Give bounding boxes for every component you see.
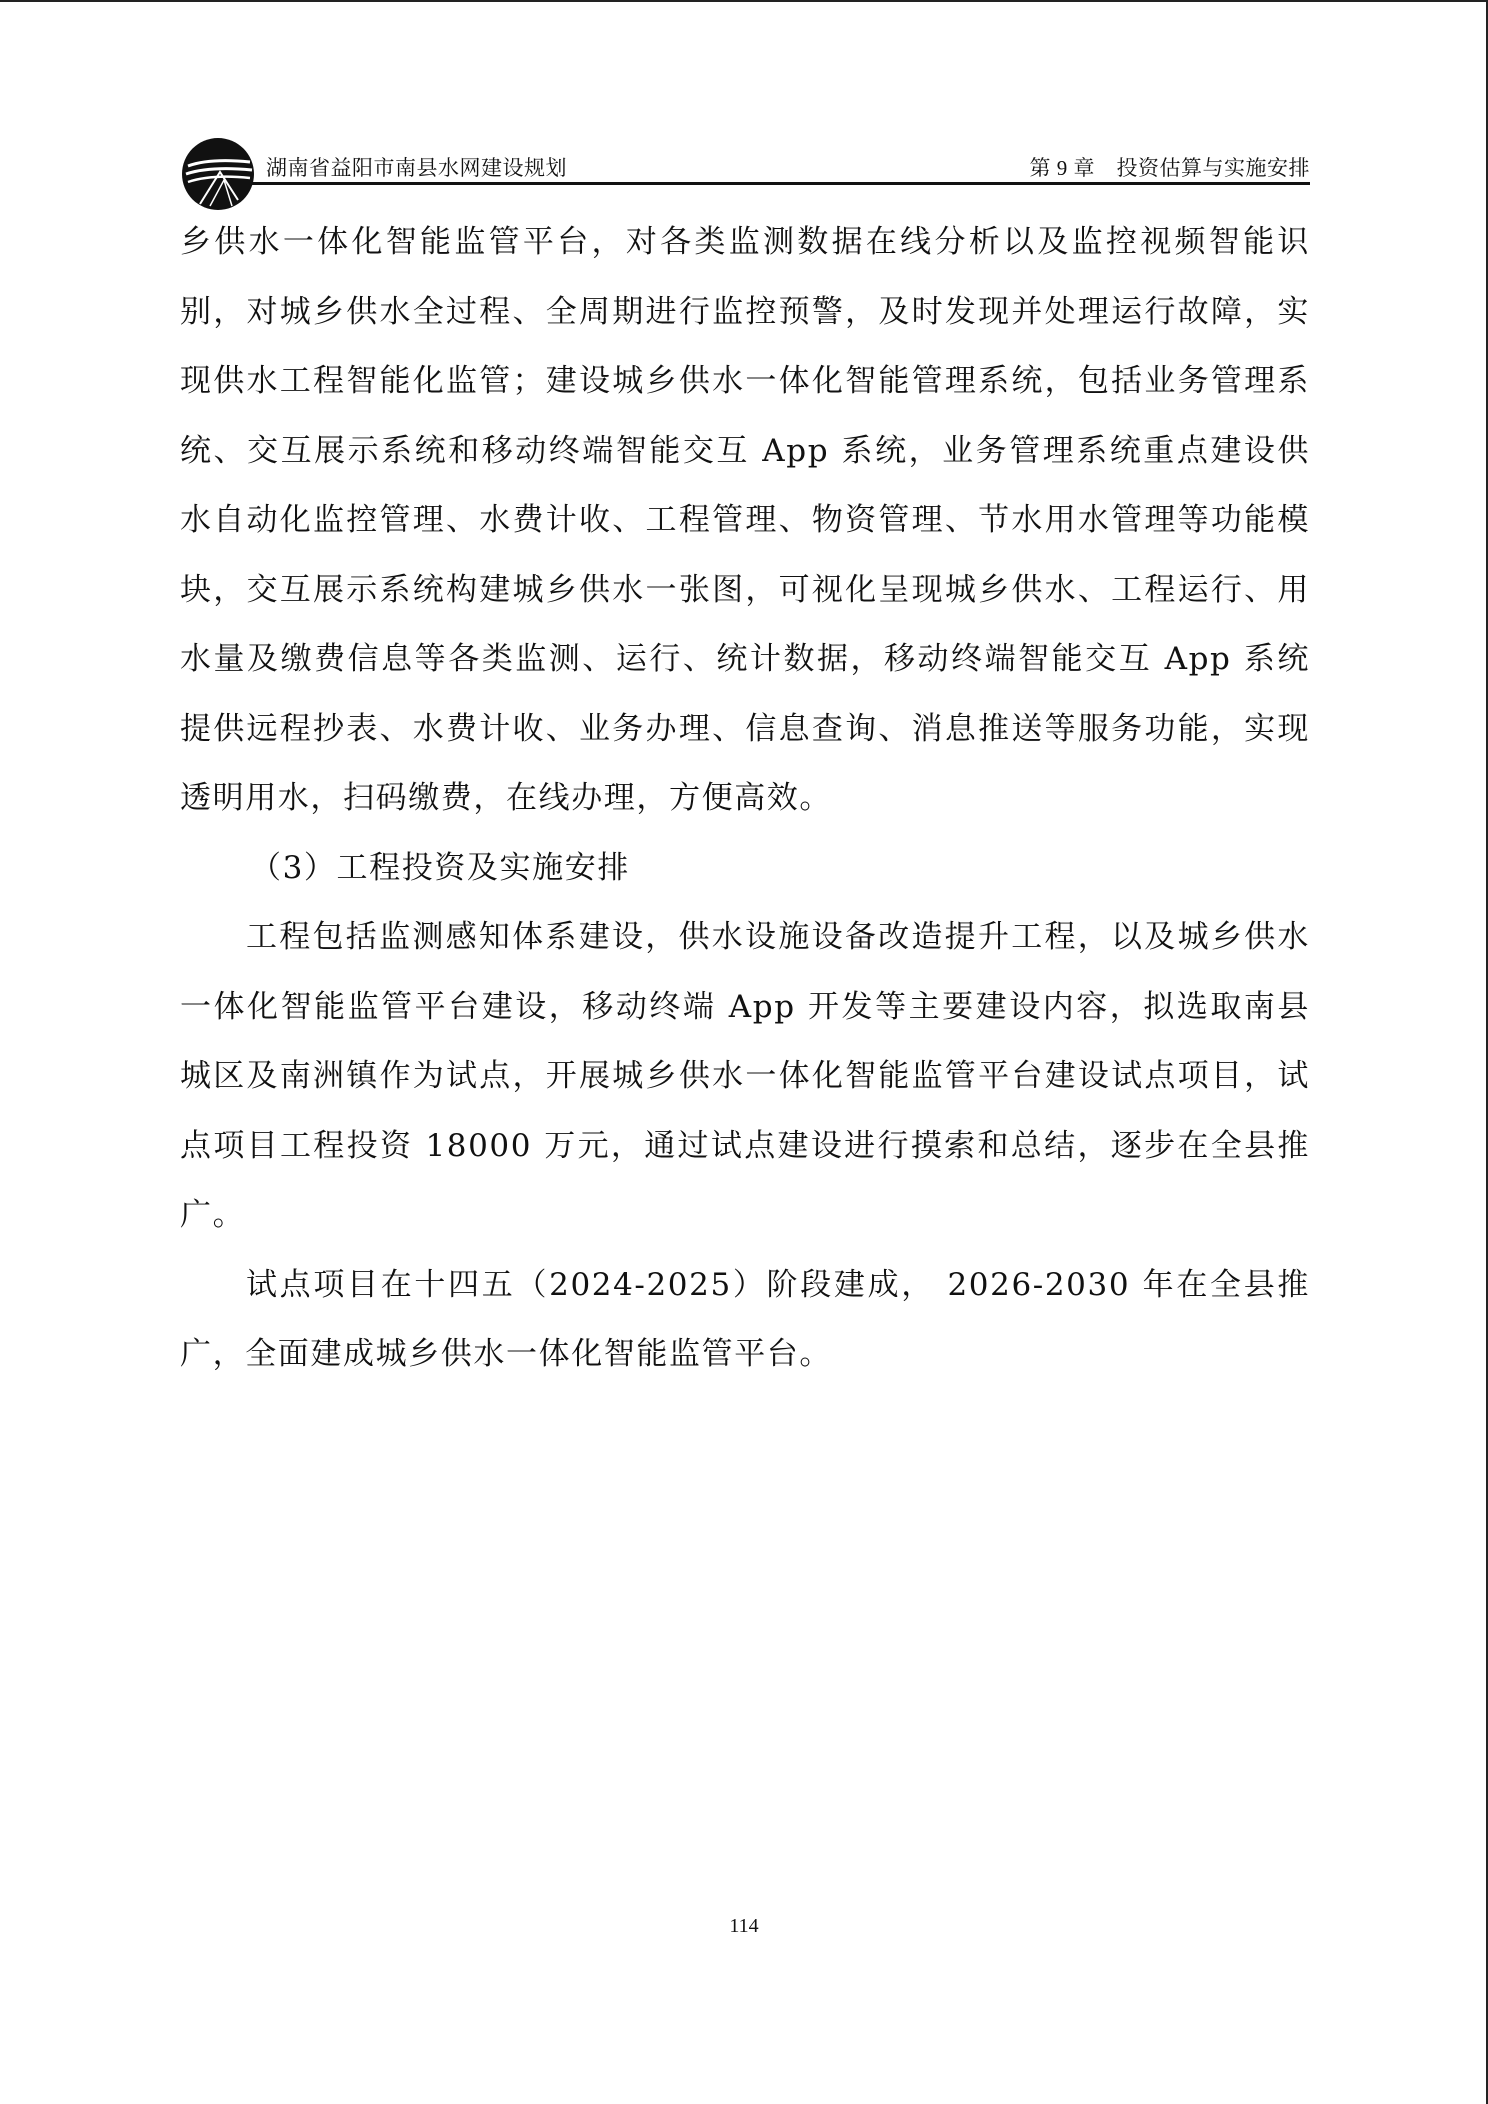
chapter-title: 第 9 章 投资估算与实施安排 — [1029, 156, 1310, 180]
body-paragraph: 乡供水一体化智能监管平台，对各类监测数据在线分析以及监控视频智能识别，对城乡供水全过程、全周期进行监控预警，及时发现并处理运行故障，实现供水工程智能化监管；建设城乡供水一体化智能管理系统，包括业务管理系统、交互展示系统和移动终端智能交互 App 系统，业务管理系统重点建设供水自动化监控管理、水费计收、工程管理、物资管理、节水用水管理等功能模块，交互展示系统构建城乡供水一张图，可视化呈现城乡供水、工程运行、用水量及缴费信息等各类监测、运行、统计数据，移动终端智能交互 App 系统提供远程抄表、水费计收、业务办理、信息查询、消息推送等服务功能，实现透明用水，扫码缴费，在线办理，方便高效。 — [180, 224, 1310, 816]
logo-icon — [180, 136, 256, 212]
page-header — [180, 136, 1310, 184]
section-heading: （3）工程投资及实施安排 — [250, 849, 630, 886]
page-body — [180, 208, 1310, 1390]
body-paragraph: 试点项目在十四五（2024-2025）阶段建成， 2026-2030 年在全县推广，全面建成城乡供水一体化智能监管平台。 — [180, 1266, 1310, 1372]
header-divider — [236, 182, 1310, 185]
page-number: 114 — [729, 1915, 759, 1937]
document-title: 湖南省益阳市南县水网建设规划 — [266, 156, 567, 180]
body-paragraph: 工程包括监测感知体系建设，供水设施设备改造提升工程，以及城乡供水一体化智能监管平台建设，移动终端 App 开发等主要建设内容，拟选取南县城区及南洲镇作为试点，开展城乡供水一体化智能监管平台建设试点项目，试点项目工程投资 18000 万元，通过试点建设进行摸索和总结，逐步在全县推广。 — [180, 919, 1310, 1233]
page-border-top — [0, 0, 1488, 2]
